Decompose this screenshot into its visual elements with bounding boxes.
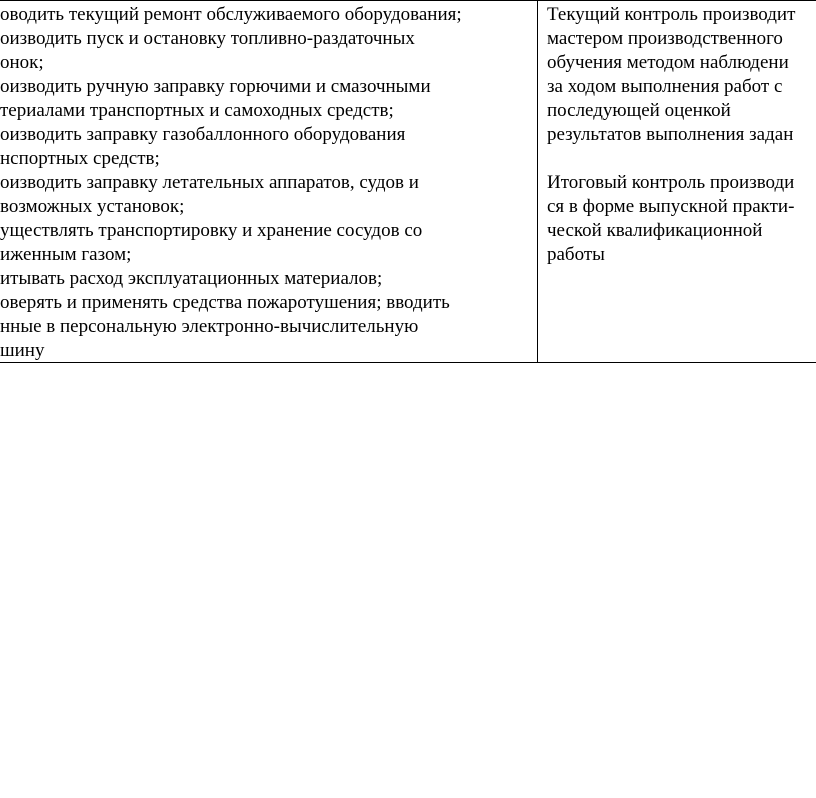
assessment-line: Итоговый контроль производи <box>547 172 795 193</box>
skills-line: уществлять транспортировку и хранение сосудов со <box>0 220 423 241</box>
assessment-line: результатов выполнения задан <box>547 124 794 145</box>
skills-line: возможных установок; <box>0 196 185 217</box>
assessment-line: последующей оценкой <box>547 100 731 121</box>
skills-line: оизводить ручную заправку горючими и смазочными <box>0 76 431 97</box>
skills-line: оизводить заправку летательных аппаратов, судов и <box>0 172 419 193</box>
assessment-line: ся в форме выпускной практи- <box>547 196 795 217</box>
assessment-cell <box>547 3 816 267</box>
assessment-line: за ходом выполнения работ с <box>547 76 783 97</box>
skills-line: иженным газом; <box>0 244 132 265</box>
skills-cell <box>0 3 536 363</box>
assessment-line: ческой квалификационной <box>547 220 763 241</box>
skills-line: оизводить пуск и остановку топливно-раздаточных <box>0 28 415 49</box>
skills-line: онок; <box>0 52 44 73</box>
skills-line: шину <box>0 340 45 361</box>
assessment-line: мастером производственного <box>547 28 783 49</box>
column-divider <box>537 1 538 362</box>
assessment-line: работы <box>547 244 605 265</box>
assessment-line: обучения методом наблюдени <box>547 52 789 73</box>
skills-line: териалами транспортных и самоходных средств; <box>0 100 394 121</box>
skills-line: оверять и применять средства пожаротушения; вводить <box>0 292 450 313</box>
assessment-line: Текущий контроль производит <box>547 4 796 25</box>
skills-line: нспортных средств; <box>0 148 160 169</box>
skills-line: оводить текущий ремонт обслуживаемого оборудования; <box>0 4 462 25</box>
assessment-line-spacer <box>547 147 816 171</box>
skills-line: оизводить заправку газобаллонного оборудования <box>0 124 406 145</box>
competency-table <box>0 0 816 363</box>
skills-line: итывать расход эксплуатационных материалов; <box>0 268 383 289</box>
skills-line: нные в персональную электронно-вычислительную <box>0 316 419 337</box>
